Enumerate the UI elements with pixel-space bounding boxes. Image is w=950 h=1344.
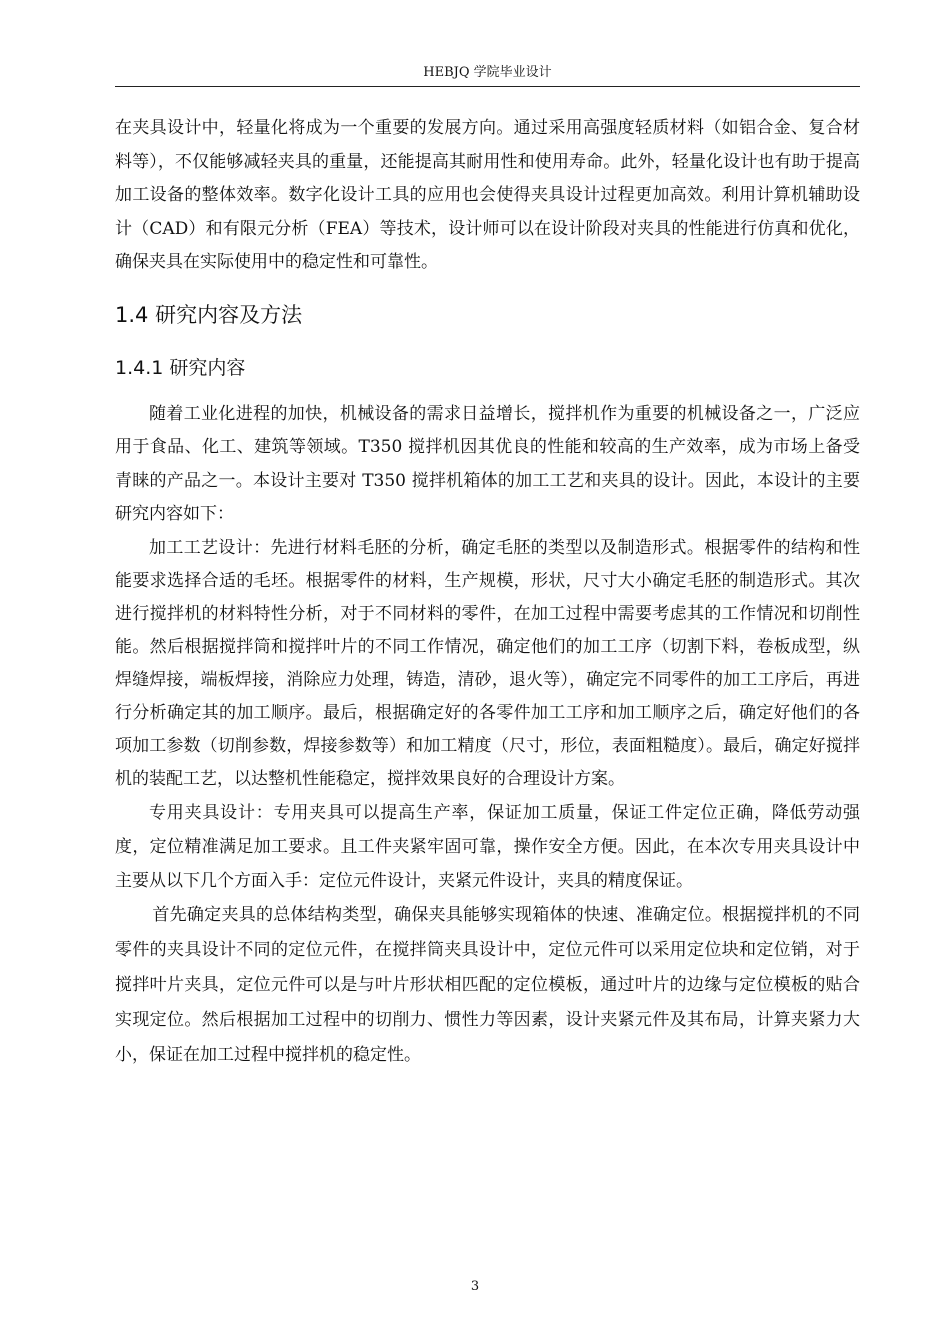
section-heading: 1.4 研究内容及方法 bbox=[115, 302, 303, 327]
page-number: 3 bbox=[470, 1279, 480, 1294]
page-body bbox=[115, 112, 860, 1073]
paragraph-research-intro: 随着工业化进程的加快，机械设备的需求日益增长，搅拌机作为重要的机械设备之一，广泛应用于食品、化工、建筑等领域。T350 搅拌机因其优良的性能和较高的生产效率，成为市场上备受青睐的产品之一。本设计主要对 T350 搅拌机箱体的加工工艺和夹具的设计。因此，本设计的主要研究内容如下： bbox=[115, 403, 860, 524]
paragraph-fixture-design: 专用夹具设计：专用夹具可以提高生产率，保证加工质量，保证工件定位正确，降低劳动强度，定位精准满足加工要求。且工件夹紧牢固可靠，操作安全方便。因此，在本次专用夹具设计中主要从以下几个方面入手：定位元件设计，夹紧元件设计，夹具的精度保证。 bbox=[115, 802, 860, 891]
subsection-heading: 1.4.1 研究内容 bbox=[115, 356, 246, 379]
paragraph-lightweight-design: 在夹具设计中，轻量化将成为一个重要的发展方向。通过采用高强度轻质材料（如铝合金、复合材料等），不仅能够减轻夹具的重量，还能提高其耐用性和使用寿命。此外，轻量化设计也有助于提高加工设备的整体效率。数字化设计工具的应用也会使得夹具设计过程更加高效。利用计算机辅助设计（CAD）和有限元分析（FEA）等技术，设计师可以在设计阶段对夹具的性能进行仿真和优化，确保夹具在实际使用中的稳定性和可靠性。 bbox=[115, 118, 860, 272]
header-rule bbox=[115, 86, 860, 87]
paragraph-fixture-structure: 首先确定夹具的总体结构类型，确保夹具能够实现箱体的快速、准确定位。根据搅拌机的不同零件的夹具设计不同的定位元件，在搅拌筒夹具设计中，定位元件可以采用定位块和定位销，对于搅拌叶片夹具，定位元件可以是与叶片形状相匹配的定位模板，通过叶片的边缘与定位模板的贴合实现定位。然后根据加工过程中的切削力、惯性力等因素，设计夹紧元件及其布局，计算夹紧力大小，保证在加工过程中搅拌机的稳定性。 bbox=[115, 904, 860, 1065]
page-header: HEBJQ 学院毕业设计 bbox=[423, 65, 552, 80]
paragraph-process-design: 加工工艺设计：先进行材料毛胚的分析，确定毛胚的类型以及制造形式。根据零件的结构和性能要求选择合适的毛坯。根据零件的材料，生产规模，形状，尺寸大小确定毛胚的制造形式。其次进行搅拌机的材料特性分析，对于不同材料的零件，在加工过程中需要考虑其的工作情况和切削性能。然后根据搅拌筒和搅拌叶片的不同工作情况，确定他们的加工工序（切割下料，卷板成型，纵焊缝焊接，端板焊接，消除应力处理，铸造，清砂，退火等），确定完不同零件的加工工序后，再进行分析确定其的加工顺序。最后，根据确定好的各零件加工工序和加工顺序之后，确定好他们的各项加工参数（切削参数，焊接参数等）和加工精度（尺寸，形位，表面粗糙度）。最后，确定好搅拌机的装配工艺，以达整机性能稳定，搅拌效果良好的合理设计方案。 bbox=[115, 537, 860, 789]
